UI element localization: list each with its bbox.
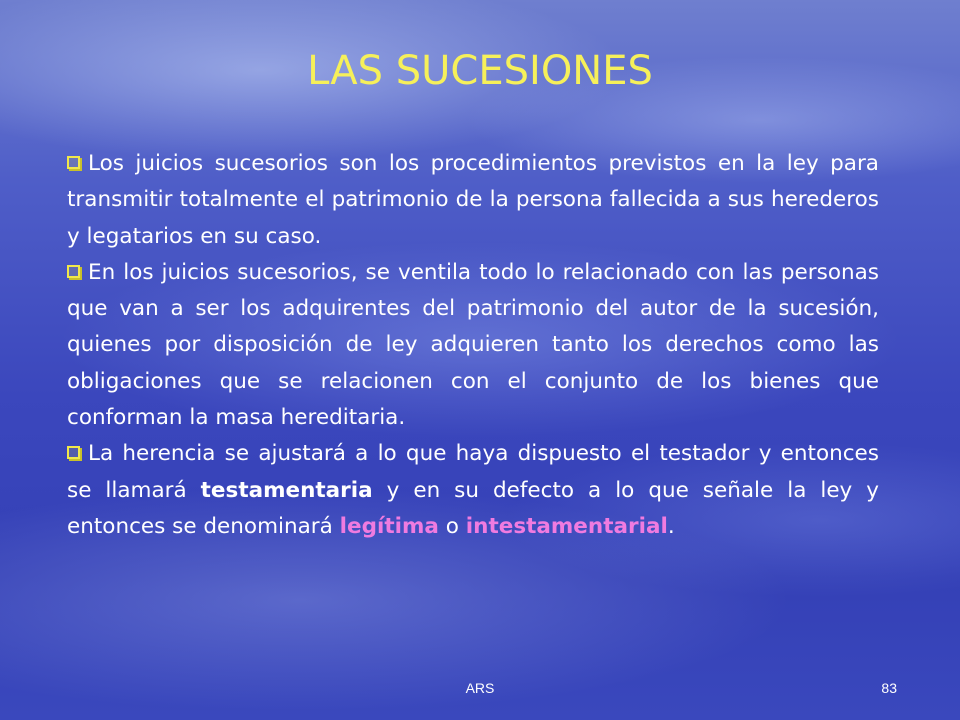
square-bullet-icon [67, 265, 80, 278]
square-bullet-icon [67, 446, 80, 459]
page-number: 83 [881, 680, 897, 696]
slide-body [67, 146, 879, 545]
bullet-3-highlight-intestamentarial: intestamentarial [465, 513, 668, 539]
bullet-item-1 [67, 146, 879, 255]
bullet-3-bold-term: testamentaria [200, 477, 373, 503]
bullet-3-highlight-legitima: legítima [339, 513, 439, 539]
slide-title: LAS SUCESIONES [307, 48, 653, 94]
bullet-item-2 [67, 255, 879, 436]
bullet-item-3 [67, 436, 879, 545]
bullet-2-text: En los juicios sucesorios, se ventila todo lo relacionado con las personas que van a ser los adquirentes del patrimonio del autor de la sucesión, quienes por disposición de ley adquieren tanto los derechos como las obligaciones que se relacionen con el conjunto de los bienes que conforman la masa hereditaria. [67, 259, 879, 431]
bullet-3-connector: o [445, 513, 459, 539]
bullet-3-end: . [667, 513, 675, 539]
bullet-3-text-part1: La herencia se ajustará a lo que haya dispuesto el testador y entonces se llamará [67, 441, 879, 503]
footer-label: ARS [465, 680, 495, 696]
square-bullet-icon [67, 156, 80, 169]
bullet-3-text-part2: y en su defecto a lo que señale la ley y entonces se denominará [67, 477, 879, 539]
bullet-1-text: Los juicios sucesorios son los procedimientos previstos en la ley para transmitir totalmente el patrimonio de la persona fallecida a sus herederos y legatarios en su caso. [67, 151, 879, 249]
